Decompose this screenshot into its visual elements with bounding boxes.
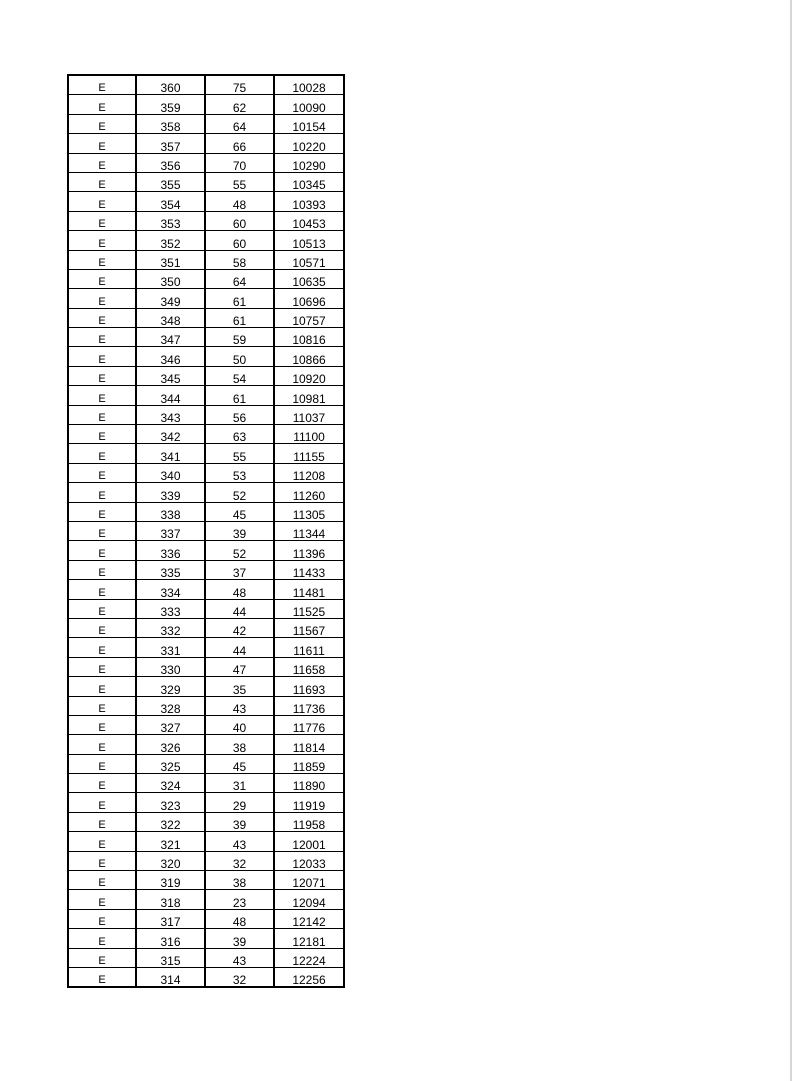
cell-total: 10220: [274, 134, 344, 153]
table-row: [68, 890, 344, 909]
cell-code: E: [68, 793, 136, 812]
table-row: [68, 948, 344, 967]
cell-total: 10571: [274, 250, 344, 269]
cell-total: 11481: [274, 580, 344, 599]
cell-code: E: [68, 541, 136, 560]
cell-total: 11890: [274, 774, 344, 793]
cell-total: 10154: [274, 114, 344, 133]
cell-value: 39: [205, 521, 274, 540]
cell-value: 61: [205, 386, 274, 405]
cell-value: 58: [205, 250, 274, 269]
cell-code: E: [68, 580, 136, 599]
cell-code: E: [68, 812, 136, 831]
cell-total: 11736: [274, 696, 344, 715]
cell-code: E: [68, 153, 136, 172]
cell-total: 10920: [274, 366, 344, 385]
table-row: [68, 463, 344, 482]
table-row: [68, 618, 344, 637]
cell-total: 12001: [274, 832, 344, 851]
cell-value: 64: [205, 269, 274, 288]
cell-total: 11433: [274, 560, 344, 579]
cell-total: 11260: [274, 483, 344, 502]
cell-id: 334: [136, 580, 205, 599]
cell-total: 11814: [274, 735, 344, 754]
cell-id: 337: [136, 521, 205, 540]
table-row: [68, 231, 344, 250]
cell-value: 75: [205, 75, 274, 95]
table-row: [68, 560, 344, 579]
table-row: [68, 657, 344, 676]
cell-id: 335: [136, 560, 205, 579]
table-row: [68, 715, 344, 734]
cell-code: E: [68, 715, 136, 734]
table-row: [68, 541, 344, 560]
cell-code: E: [68, 231, 136, 250]
cell-value: 48: [205, 909, 274, 928]
cell-id: 330: [136, 657, 205, 676]
cell-id: 327: [136, 715, 205, 734]
table-row: [68, 793, 344, 812]
cell-id: 345: [136, 366, 205, 385]
table-row: [68, 95, 344, 114]
cell-id: 358: [136, 114, 205, 133]
cell-code: E: [68, 75, 136, 95]
cell-code: E: [68, 851, 136, 870]
cell-code: E: [68, 134, 136, 153]
cell-id: 359: [136, 95, 205, 114]
cell-total: 10866: [274, 347, 344, 366]
cell-value: 63: [205, 425, 274, 444]
table-row: [68, 754, 344, 773]
cell-value: 53: [205, 463, 274, 482]
cell-value: 32: [205, 851, 274, 870]
cell-total: 11776: [274, 715, 344, 734]
cell-value: 38: [205, 735, 274, 754]
cell-value: 60: [205, 231, 274, 250]
cell-id: 343: [136, 405, 205, 424]
table-row: [68, 735, 344, 754]
cell-value: 43: [205, 696, 274, 715]
cell-value: 31: [205, 774, 274, 793]
cell-value: 47: [205, 657, 274, 676]
cell-total: 12142: [274, 909, 344, 928]
table-row: [68, 851, 344, 870]
cell-code: E: [68, 211, 136, 230]
cell-total: 10757: [274, 308, 344, 327]
cell-value: 37: [205, 560, 274, 579]
cell-value: 39: [205, 929, 274, 948]
cell-value: 70: [205, 153, 274, 172]
cell-total: 10635: [274, 269, 344, 288]
cell-id: 332: [136, 618, 205, 637]
cell-total: 11958: [274, 812, 344, 831]
cell-id: 325: [136, 754, 205, 773]
cell-value: 48: [205, 580, 274, 599]
cell-id: 350: [136, 269, 205, 288]
cell-total: 10453: [274, 211, 344, 230]
cell-value: 44: [205, 599, 274, 618]
table-row: [68, 211, 344, 230]
cell-value: 43: [205, 832, 274, 851]
cell-value: 59: [205, 328, 274, 347]
cell-id: 339: [136, 483, 205, 502]
table-row: [68, 347, 344, 366]
cell-code: E: [68, 444, 136, 463]
cell-value: 50: [205, 347, 274, 366]
table-body: [68, 75, 344, 987]
cell-total: 11208: [274, 463, 344, 482]
cell-value: 48: [205, 192, 274, 211]
cell-total: 12181: [274, 929, 344, 948]
cell-value: 32: [205, 967, 274, 987]
cell-code: E: [68, 328, 136, 347]
table-row: [68, 580, 344, 599]
cell-total: 12094: [274, 890, 344, 909]
cell-total: 12033: [274, 851, 344, 870]
cell-id: 344: [136, 386, 205, 405]
cell-code: E: [68, 677, 136, 696]
cell-total: 11305: [274, 502, 344, 521]
cell-id: 347: [136, 328, 205, 347]
cell-code: E: [68, 289, 136, 308]
cell-total: 11567: [274, 618, 344, 637]
cell-value: 61: [205, 308, 274, 327]
cell-id: 314: [136, 967, 205, 987]
cell-code: E: [68, 425, 136, 444]
cell-code: E: [68, 599, 136, 618]
cell-value: 52: [205, 483, 274, 502]
table-row: [68, 967, 344, 987]
cell-total: 11396: [274, 541, 344, 560]
cell-id: 319: [136, 871, 205, 890]
cell-total: 11658: [274, 657, 344, 676]
table-row: [68, 328, 344, 347]
table-row: [68, 425, 344, 444]
cell-code: E: [68, 308, 136, 327]
cell-code: E: [68, 696, 136, 715]
cell-total: 11344: [274, 521, 344, 540]
cell-code: E: [68, 657, 136, 676]
cell-id: 346: [136, 347, 205, 366]
cell-total: 11525: [274, 599, 344, 618]
cell-id: 324: [136, 774, 205, 793]
cell-id: 317: [136, 909, 205, 928]
cell-value: 64: [205, 114, 274, 133]
cell-value: 45: [205, 502, 274, 521]
cell-id: 318: [136, 890, 205, 909]
cell-code: E: [68, 502, 136, 521]
cell-code: E: [68, 735, 136, 754]
cell-value: 44: [205, 638, 274, 657]
table-row: [68, 909, 344, 928]
table-row: [68, 75, 344, 95]
cell-code: E: [68, 890, 136, 909]
cell-total: 10696: [274, 289, 344, 308]
table-row: [68, 929, 344, 948]
cell-code: E: [68, 967, 136, 987]
table-row: [68, 871, 344, 890]
cell-value: 40: [205, 715, 274, 734]
cell-total: 11155: [274, 444, 344, 463]
cell-total: 10513: [274, 231, 344, 250]
cell-value: 61: [205, 289, 274, 308]
cell-code: E: [68, 192, 136, 211]
cell-id: 331: [136, 638, 205, 657]
table-row: [68, 153, 344, 172]
cell-total: 10028: [274, 75, 344, 95]
table-row: [68, 638, 344, 657]
table-row: [68, 289, 344, 308]
cell-code: E: [68, 405, 136, 424]
table-row: [68, 308, 344, 327]
cell-value: 39: [205, 812, 274, 831]
cell-id: 322: [136, 812, 205, 831]
cell-id: 357: [136, 134, 205, 153]
cell-code: E: [68, 483, 136, 502]
cell-id: 356: [136, 153, 205, 172]
cell-code: E: [68, 929, 136, 948]
table-row: [68, 172, 344, 191]
cell-total: 12224: [274, 948, 344, 967]
table-row: [68, 386, 344, 405]
cell-value: 60: [205, 211, 274, 230]
table-row: [68, 405, 344, 424]
cell-id: 352: [136, 231, 205, 250]
cell-id: 323: [136, 793, 205, 812]
table-row: [68, 599, 344, 618]
cell-code: E: [68, 832, 136, 851]
table-row: [68, 774, 344, 793]
cell-total: 12071: [274, 871, 344, 890]
cell-value: 55: [205, 172, 274, 191]
cell-id: 340: [136, 463, 205, 482]
cell-code: E: [68, 948, 136, 967]
table-row: [68, 502, 344, 521]
cell-value: 35: [205, 677, 274, 696]
table-row: [68, 192, 344, 211]
cell-code: E: [68, 909, 136, 928]
cell-total: 10393: [274, 192, 344, 211]
cell-id: 328: [136, 696, 205, 715]
table-row: [68, 677, 344, 696]
cell-code: E: [68, 347, 136, 366]
table-row: [68, 250, 344, 269]
cell-total: 11100: [274, 425, 344, 444]
table-row: [68, 114, 344, 133]
cell-id: 316: [136, 929, 205, 948]
cell-code: E: [68, 172, 136, 191]
cell-code: E: [68, 560, 136, 579]
cell-total: 10816: [274, 328, 344, 347]
cell-total: 10345: [274, 172, 344, 191]
table-row: [68, 444, 344, 463]
cell-id: 349: [136, 289, 205, 308]
cell-total: 11693: [274, 677, 344, 696]
cell-id: 336: [136, 541, 205, 560]
table-row: [68, 134, 344, 153]
cell-code: E: [68, 774, 136, 793]
cell-code: E: [68, 463, 136, 482]
cell-code: E: [68, 386, 136, 405]
table-row: [68, 812, 344, 831]
table-row: [68, 366, 344, 385]
cell-value: 42: [205, 618, 274, 637]
cell-id: 326: [136, 735, 205, 754]
cell-id: 360: [136, 75, 205, 95]
cell-code: E: [68, 521, 136, 540]
cell-code: E: [68, 638, 136, 657]
cell-id: 354: [136, 192, 205, 211]
cell-id: 315: [136, 948, 205, 967]
cell-code: E: [68, 269, 136, 288]
cell-id: 320: [136, 851, 205, 870]
cell-id: 321: [136, 832, 205, 851]
cell-id: 353: [136, 211, 205, 230]
cell-value: 23: [205, 890, 274, 909]
cell-value: 43: [205, 948, 274, 967]
cell-code: E: [68, 114, 136, 133]
table-row: [68, 696, 344, 715]
cell-code: E: [68, 250, 136, 269]
cell-total: 11859: [274, 754, 344, 773]
cell-value: 29: [205, 793, 274, 812]
cell-code: E: [68, 871, 136, 890]
cell-total: 11919: [274, 793, 344, 812]
cell-id: 348: [136, 308, 205, 327]
cell-code: E: [68, 754, 136, 773]
cell-id: 342: [136, 425, 205, 444]
cell-total: 11611: [274, 638, 344, 657]
cell-value: 56: [205, 405, 274, 424]
cell-id: 341: [136, 444, 205, 463]
data-table: [67, 74, 345, 988]
cell-value: 52: [205, 541, 274, 560]
cell-value: 54: [205, 366, 274, 385]
cell-total: 10290: [274, 153, 344, 172]
cell-id: 333: [136, 599, 205, 618]
cell-code: E: [68, 95, 136, 114]
cell-code: E: [68, 618, 136, 637]
table-row: [68, 483, 344, 502]
cell-code: E: [68, 366, 136, 385]
cell-value: 66: [205, 134, 274, 153]
cell-total: 10981: [274, 386, 344, 405]
cell-id: 351: [136, 250, 205, 269]
cell-total: 12256: [274, 967, 344, 987]
table-row: [68, 832, 344, 851]
table-row: [68, 521, 344, 540]
cell-id: 338: [136, 502, 205, 521]
cell-value: 55: [205, 444, 274, 463]
table-row: [68, 269, 344, 288]
cell-id: 329: [136, 677, 205, 696]
cell-value: 38: [205, 871, 274, 890]
cell-value: 45: [205, 754, 274, 773]
cell-total: 10090: [274, 95, 344, 114]
cell-value: 62: [205, 95, 274, 114]
cell-id: 355: [136, 172, 205, 191]
cell-total: 11037: [274, 405, 344, 424]
